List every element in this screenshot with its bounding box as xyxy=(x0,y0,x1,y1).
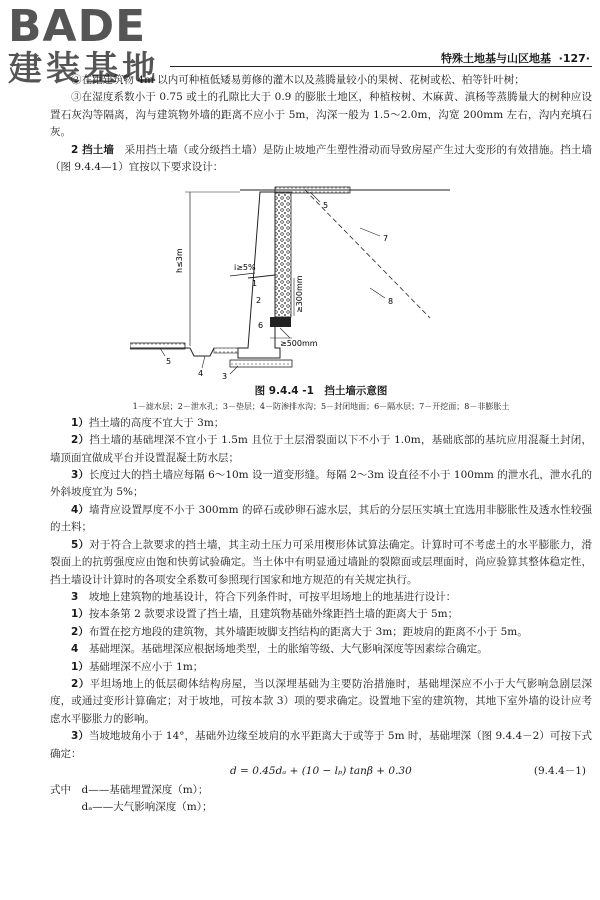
label-5-lower: 5 xyxy=(166,357,172,367)
list-item-number: 5） xyxy=(71,538,90,551)
slope-design-list xyxy=(50,606,592,641)
paragraph xyxy=(50,142,592,177)
paragraph: ②在距建筑物 4m 以内可种植低矮易剪修的灌木以及蒸腾量较小的果树、花树或松、柏等针叶树； xyxy=(71,74,525,86)
figure-title: 图 9.4.4 -1 挡土墙示意图 xyxy=(254,385,388,398)
list-item-text: 墙背应设置厚度不小于 300mm 的碎石或砂卵石滤水层，其后的分层压实填土宜选用非膨胀性及透水性较强的土料； xyxy=(50,503,592,534)
definition-line: dₐ——大气影响深度（m）； xyxy=(50,801,213,814)
definition-line: 式中 d——基础埋置深度（m）； xyxy=(50,783,209,796)
label-1: 1 xyxy=(252,279,258,289)
logo-text-en: BADE xyxy=(8,1,147,52)
section-3 xyxy=(50,589,592,606)
wall-requirements-list xyxy=(50,415,592,589)
list-item-text: 挡土墙的高度不宜大于 3m； xyxy=(88,416,225,429)
section-text: 基础埋深。基础埋深应根据场地类型，土的胀缩等级、大气影响深度等因素综合确定。 xyxy=(88,643,488,656)
list-item xyxy=(50,502,592,537)
section-4 xyxy=(50,641,592,658)
list-item-number: 1） xyxy=(71,608,89,621)
page-body xyxy=(50,72,592,817)
formula xyxy=(50,763,592,782)
list-item-number: 3） xyxy=(71,469,89,482)
drainage-ditch xyxy=(190,348,214,356)
list-item-text: 当坡地坡角小于 14°，基础外边缘至坡肩的水平距离大于或等于 5m 时，基础埋深（图 9.4.4－2）可按下式确定： xyxy=(50,730,592,760)
list-item-text: 基础埋深不应小于 1m； xyxy=(88,660,204,673)
list-item-number: 2） xyxy=(71,625,89,638)
filter-layer xyxy=(275,192,291,317)
section-text: 坡地上建筑物的地基设计，符合下列条件时，可按平坦场地上的地基进行设计： xyxy=(88,590,457,603)
item-number: 4 xyxy=(71,643,79,656)
list-item-number: 3） xyxy=(71,730,89,743)
list-item-number: 1） xyxy=(71,416,89,429)
list-item-text: 长度过大的挡土墙应每隔 6～10m 设一道变形缝。每隔 2～3m 设直径不小于 100mm 的泄水孔，泄水孔的外斜坡度宜为 5%； xyxy=(50,469,592,499)
list-item xyxy=(50,537,592,589)
list-item-text: 平坦场地上的低层砌体结构房屋，当以深埋基础为主要防治措施时，基础埋深应不小于大气影响急剧层深度，或通过变形计算确定；对于坡地，可按本款 3）项的要求确定。设置地下室的建筑物，其地下室外墙的设计应考虑水平膨胀力的影响。 xyxy=(50,677,592,725)
label-8: 8 xyxy=(388,297,394,307)
list-item-number: 4） xyxy=(71,503,90,516)
list-item xyxy=(50,432,592,467)
list-item-text: 挡土墙的基础埋深不宜小于 1.5m 且位于土层滑裂面以下不小于 1.0m，基础底部的基坑应用混凝土封闭，墙顶面宜做成平台并设置混凝土防水层； xyxy=(50,434,592,464)
formula-expression: d = 0.45dₐ + (10 − lₚ) tanβ + 0.30 xyxy=(230,764,412,777)
label-slope: i≥5% xyxy=(234,263,256,273)
label-2: 2 xyxy=(256,296,262,306)
running-header xyxy=(380,50,590,66)
closed-ground-lower xyxy=(130,343,185,349)
retaining-wall-figure xyxy=(50,178,592,383)
formula-number: (9.4.4－1) xyxy=(533,764,586,777)
cushion-layer xyxy=(230,360,292,367)
list-item xyxy=(50,624,592,641)
list-item xyxy=(50,659,592,676)
embedment-list xyxy=(50,659,592,763)
list-item-number: 2） xyxy=(71,677,90,690)
label-height: h≤3m xyxy=(175,248,184,274)
item-number: 3 xyxy=(71,590,79,603)
list-item-number: 1） xyxy=(71,660,89,673)
label-6: 6 xyxy=(258,321,264,331)
list-item xyxy=(50,415,592,432)
header-rule xyxy=(170,66,592,67)
list-item xyxy=(50,728,592,763)
header-title: 特殊土地基与山区地基 xyxy=(441,52,551,65)
list-item xyxy=(50,606,592,623)
label-7: 7 xyxy=(383,234,389,244)
list-item-number: 2） xyxy=(71,434,90,447)
label-5-upper: 5 xyxy=(323,201,329,211)
label-500mm: ≥500mm xyxy=(280,339,318,349)
list-item-text: 按本条第 2 款要求设置了挡土墙，且建筑物基础外缘距挡土墙的距离大于 5m； xyxy=(88,608,459,621)
list-item xyxy=(50,467,592,502)
list-item xyxy=(50,676,592,728)
water-barrier xyxy=(270,317,291,327)
variable-definitions xyxy=(50,782,592,817)
paragraph: ③在湿度系数小于 0.75 或土的孔隙比大于 0.9 的膨胀土地区，种植桉树、木麻黄、滇杨等蒸腾量大的树种应设置石灰沟等隔离，沟与建筑物外墙的距离不应小于 5m，沟深一般为 1.5～2.0m，沟宽 200mm 左右，沟内充填石灰。 xyxy=(50,91,592,139)
figure-legend: 1－滤水层；2－泄水孔；3－垫层；4－防渗排水沟；5－封闭地面；6－隔水层；7－开挖面；8－非膨胀土 xyxy=(132,401,510,411)
list-item-text: 对于符合上款要求的挡土墙，其主动土压力可采用楔形体试算法确定。计算时可不考虑土的水平膨胀力，滑裂面上的抗剪强度应由饱和快剪试验确定。当土体中有明显通过墙趾的裂隙面或层理面时，尚应验算其整体稳定性，挡土墙设计计算时的各项安全系数可参照现行国家和地方规范的有关规定执行。 xyxy=(50,538,593,586)
label-300mm: ≥300mm xyxy=(295,275,304,314)
list-item-text: 布置在挖方地段的建筑物，其外墙距坡脚支挡结构的距离大于 3m；距坡肩的距离不小于 5m。 xyxy=(88,625,528,638)
page-number: ·127· xyxy=(558,52,590,65)
label-3: 3 xyxy=(222,372,228,382)
logo-text-cn: 建装基地 xyxy=(8,49,160,89)
retaining-wall-diagram xyxy=(130,178,460,383)
item-number: 2 挡土墙 xyxy=(71,143,114,156)
paragraph-text: 采用挡土墙（或分级挡土墙）是防止坡地产生塑性滑动而导致房屋产生过大变形的有效措施。挡土墙（图 9.4.4—1）宜按以下要求设计： xyxy=(50,143,593,174)
label-4: 4 xyxy=(198,369,204,379)
